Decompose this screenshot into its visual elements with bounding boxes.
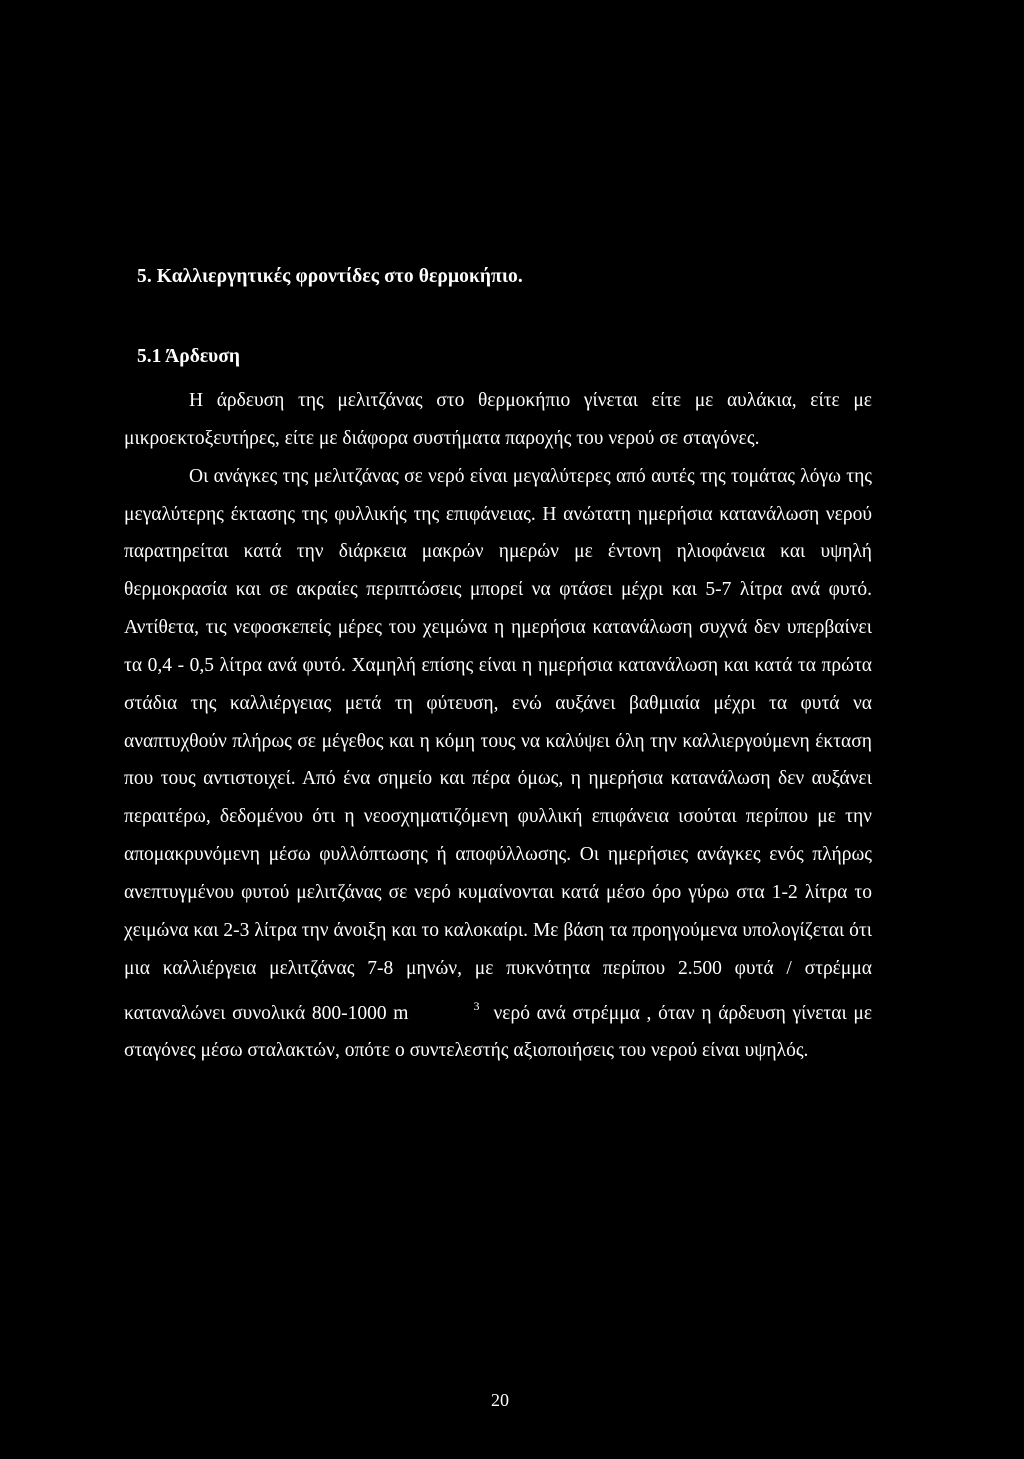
paragraph-water-needs xyxy=(124,458,872,1071)
unit-superscript: 3 xyxy=(473,998,480,1013)
paragraph-water-needs-text: Οι ανάγκες της μελιτζάνας σε νερό είναι μεγαλύτερες από αυτές της τομάτας λόγω της μεγαλύτερης έκτασης της φυλλικής της επιφάνειας. Η ανώτατη ημερήσια κατανάλωση νερού παρατηρείται κατά την διάρκεια μακρών ημερών με έντονη ηλιοφάνεια και υψηλή θερμοκρασία και σε ακραίες περιπτώσεις μπορεί να φτάσει μέχρι και 5-7 λίτρα ανά φυτό. Αντίθετα, τις νεφοσκεπείς μέρες του χειμώνα η ημερήσια κατανάλωση συχνά δεν υπερβαίνει τα 0,4 - 0,5 λίτρα ανά φυτό. Χαμηλή επίσης είναι η ημερήσια κατανάλωση και κατά τα πρώτα στάδια της καλλιέργειας μετά τη φύτευση, ενώ αυξάνει βαθμιαία μέχρι τα φυτά να αναπτυχθούν πλήρως σε μέγεθος και η κόμη τους να καλύψει όλη την καλλιεργούμενη έκταση που τους αντιστοιχεί. Από ένα σημείο και πέρα όμως, η ημερήσια κατανάλωση δεν αυξάνει περαιτέρω, δεδομένου ότι η νεοσχηματιζόμενη φυλλική επιφάνεια ισούται περίπου με την απομακρυνόμενη μέσω φυλλόπτωσης ή αποφύλλωσης. Οι ημερήσιες ανάγκες ενός πλήρως ανεπτυγμένου φυτού μελιτζάνας σε νερό κυμαίνονται κατά μέσο όρο γύρω στα 1-2 λίτρα το χειμώνα και 2-3 λίτρα την άνοιξη και το καλοκαίρι. Με βάση τα προηγούμενα υπολογίζεται ότι μια καλλιέργεια μελιτζάνας 7-8 μηνών, με πυκνότητα περίπου 2.500 φυτά / στρέμμα καταναλώνει συνολικά 800-1000 m xyxy=(124,465,872,1024)
body-text xyxy=(124,382,872,1070)
paragraph-water-needs-tail: νερό ανά στρέμμα , όταν η άρδευση γίνεται με σταγόνες μέσω σταλακτών, οπότε ο συντελεστής αξιοποιήσεις του νερού είναι υψηλός. xyxy=(124,1002,873,1062)
page-number: 20 xyxy=(491,1390,509,1410)
section-heading: 5. Καλλιεργητικές φροντίδες στο θερμοκήπιο. xyxy=(137,266,523,287)
paragraph-irrigation-methods: Η άρδευση της μελιτζάνας στο θερμοκήπιο γίνεται είτε με αυλάκια, είτε με μικροεκτοξευτήρες, είτε με διάφορα συστήματα παροχής του νερού σε σταγόνες. xyxy=(124,390,872,449)
subsection-heading: 5.1 Άρδευση xyxy=(137,346,240,367)
